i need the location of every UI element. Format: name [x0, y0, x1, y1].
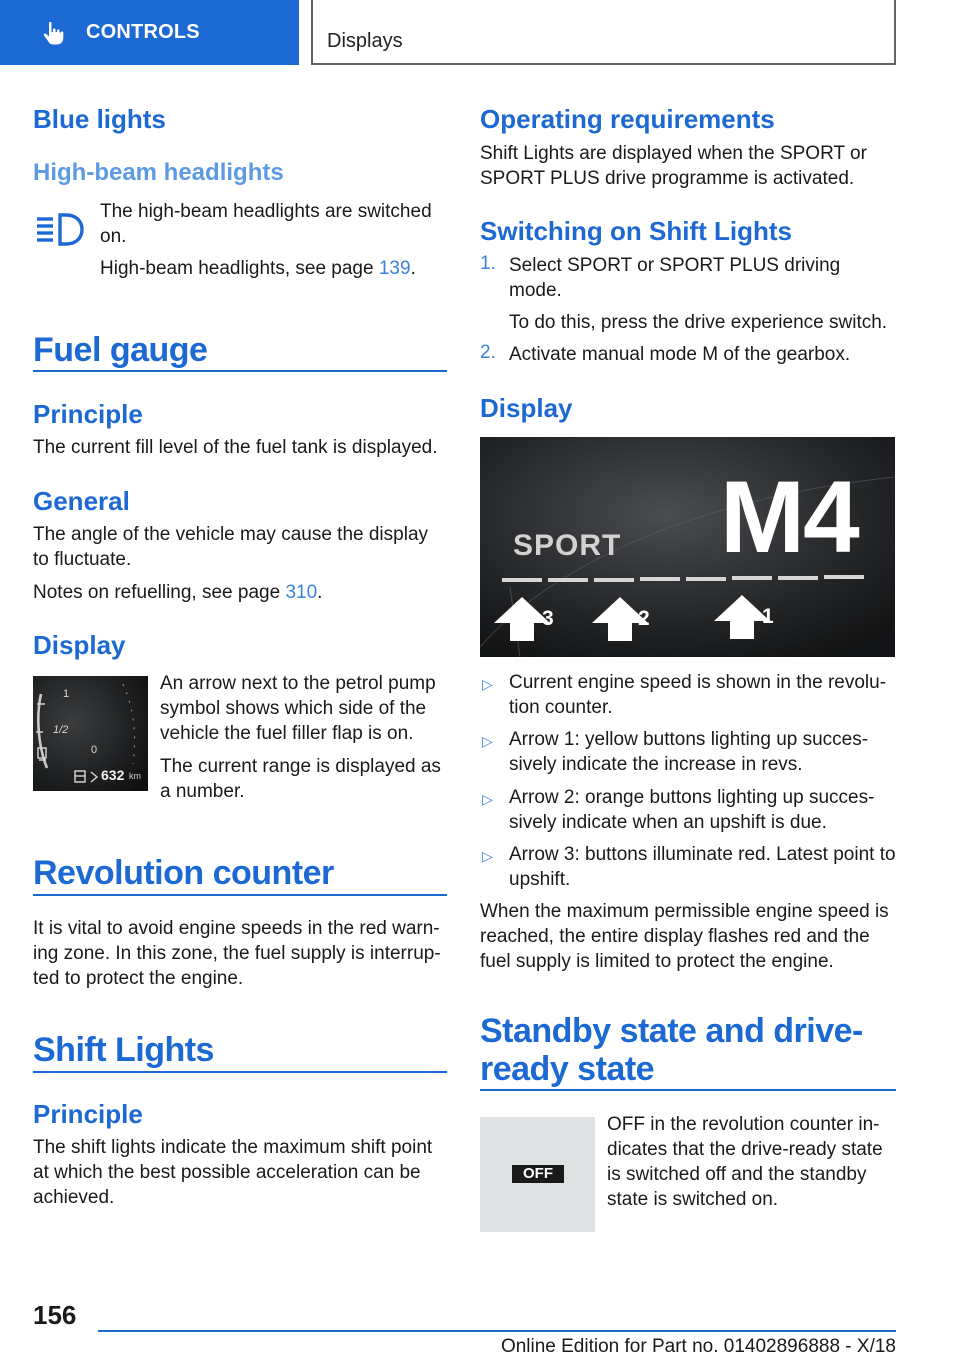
arrow-3-label: 3: [542, 607, 554, 630]
bullet-item: Arrow 1: yellow buttons lighting up successively indicate the increase in revs.: [509, 729, 869, 775]
section-rule: [480, 1089, 896, 1091]
gauge-mark-full: 1: [63, 688, 70, 700]
heading-operating-requirements: Operating requirements: [480, 104, 775, 134]
bullet-glyph: ▷: [482, 733, 493, 749]
fuel-principle-text: The current fill level of the fuel tank is displayed.: [33, 437, 438, 458]
step-1-subtext: To do this, press the drive experience switch.: [509, 312, 888, 333]
chapter-label: Displays: [327, 30, 403, 52]
heading-shift-principle: Principle: [33, 1099, 143, 1129]
high-beam-reference: [100, 256, 447, 281]
chapter-tab-displays: [311, 0, 896, 65]
page-number: 156: [33, 1300, 77, 1330]
operating-requirements-text: Shift Lights are displayed when the SPORT or SPORT PLUS drive programme is activated.: [480, 143, 867, 189]
bullet-item: Arrow 3: buttons illuminate red. Latest point to upshift.: [509, 844, 896, 890]
reference-text: High-beam headlights, see page: [100, 258, 379, 279]
heading-revolution-counter: Revolution counter: [33, 854, 334, 892]
reference-text: Notes on refuelling, see page: [33, 582, 286, 603]
step-2-text: Activate manual mode M of the gearbox.: [509, 344, 851, 365]
fuel-display-text: An arrow next to the petrol pump symbol shows which side of the vehicle the fuel filler flap is on.: [160, 673, 436, 744]
hand-pointer-icon: [40, 20, 66, 46]
reference-suffix: .: [317, 582, 323, 603]
bullet-item: Arrow 2: orange buttons lighting up successively indicate when an upshift is due.: [509, 787, 875, 833]
step-number: 2.: [480, 342, 496, 363]
off-badge: OFF: [512, 1165, 564, 1183]
off-indicator-image: [480, 1117, 595, 1232]
heading-fuel-principle: Principle: [33, 399, 143, 429]
gauge-mark-empty: 0: [91, 744, 98, 756]
refuelling-reference: [33, 580, 447, 605]
page-link-310[interactable]: 310: [285, 582, 318, 603]
section-label: CONTROLS: [86, 21, 200, 43]
page-link-139[interactable]: 139: [378, 258, 411, 279]
gauge-range: 632: [101, 767, 125, 783]
heading-shift-lights: Shift Lights: [33, 1031, 214, 1069]
bullet-glyph: ▷: [482, 848, 493, 864]
high-beam-text: The high-beam headlights are switched on.: [100, 201, 432, 247]
revolution-counter-text: It is vital to avoid engine speeds in the red warning zone. In this zone, the fuel supply is interrupted to protect the engine.: [33, 918, 441, 989]
drive-mode-label: SPORT: [513, 529, 622, 562]
max-speed-text: When the maximum permissible engine speed is reached, the entire display flashes red and the fuel supply is limited to protect the engine.: [480, 901, 889, 972]
step-number: 1.: [480, 253, 496, 274]
bullet-item: Current engine speed is shown in the revolution counter.: [509, 672, 887, 718]
fuel-gauge-image: [33, 676, 148, 791]
arrow-1-label: 1: [762, 605, 774, 628]
fuel-general-text: The angle of the vehicle may cause the display to fluctuate.: [33, 524, 429, 570]
heading-fuel-gauge: Fuel gauge: [33, 331, 208, 369]
high-beam-icon: [33, 210, 85, 250]
gauge-mark-half: 1/2: [53, 724, 69, 736]
heading-high-beam: High-beam headlights: [33, 159, 284, 186]
section-rule: [33, 370, 447, 372]
footer-rule: [98, 1330, 896, 1332]
heading-line-2: ready state: [480, 1050, 655, 1088]
section-tab-controls: [0, 0, 299, 65]
gauge-unit: km: [129, 771, 141, 781]
heading-fuel-display: Display: [33, 630, 126, 660]
fuel-range-text: The current range is displayed as a number.: [160, 756, 441, 802]
section-rule: [33, 894, 447, 896]
heading-shift-display: Display: [480, 393, 573, 423]
arrow-2-label: 2: [638, 607, 650, 630]
heading-blue-lights: Blue lights: [33, 104, 166, 134]
heading-line-1: Standby state and drive-: [480, 1012, 863, 1050]
section-rule: [33, 1071, 447, 1073]
shift-lights-display-image: [480, 437, 895, 657]
gear-indicator: M4: [720, 460, 858, 574]
heading-standby-state: [480, 1012, 896, 1088]
shift-principle-text: The shift lights indicate the maximum shift point at which the best possible acceleration can be achieved.: [33, 1137, 433, 1208]
step-1-text: Select SPORT or SPORT PLUS driving mode.: [509, 255, 841, 301]
bullet-glyph: ▷: [482, 791, 493, 807]
heading-switching-on: Switching on Shift Lights: [480, 216, 792, 246]
bullet-glyph: ▷: [482, 676, 493, 692]
heading-fuel-general: General: [33, 486, 130, 516]
edition-text: Online Edition for Part no. 01402896888 - X/18: [500, 1336, 896, 1357]
reference-suffix: .: [410, 258, 416, 279]
standby-text: OFF in the revolution counter indicates that the drive-ready state is switched off and the standby state is switched on.: [607, 1114, 883, 1210]
